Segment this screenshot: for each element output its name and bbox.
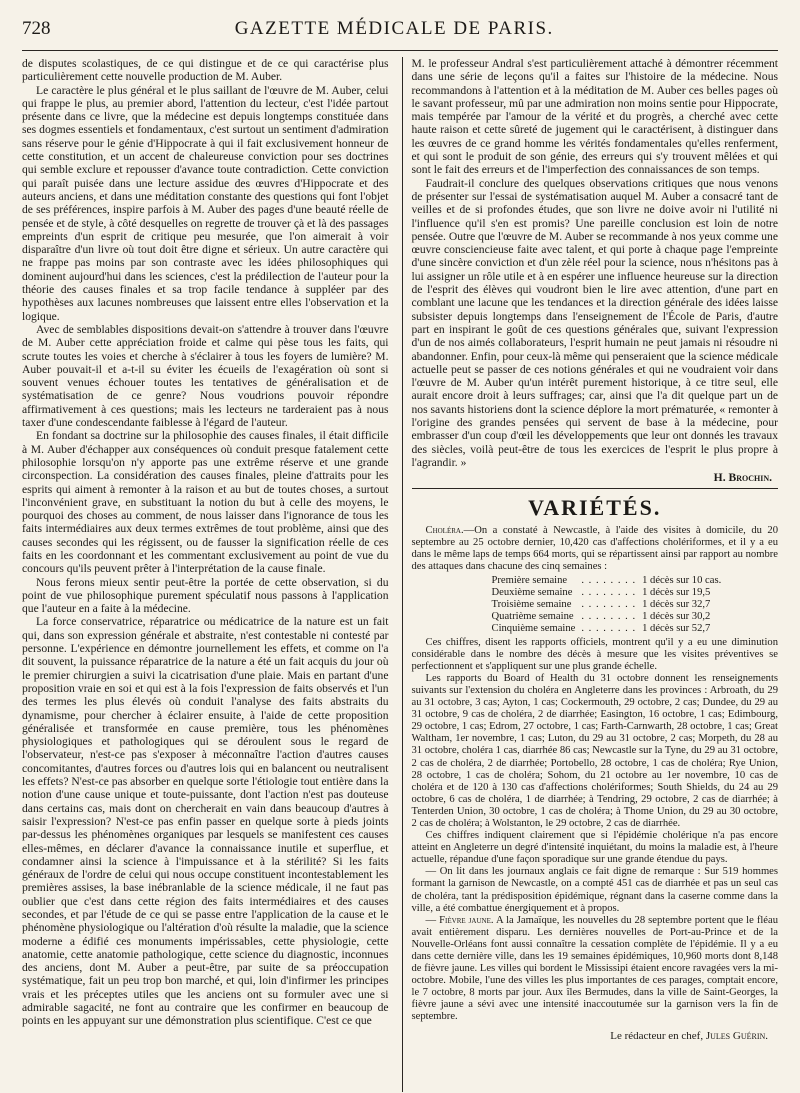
paragraph: Le caractère le plus général et le plus saillant de l'œuvre de M. Auber, celui qui frappe le plus, au premier abord, l'attention du lecteur, c'est l'idée partout présente dans ce livre, que la médecine est depuis longtemps constituée dans ses dogmes essentiels et fondamentaux, c'est surtout un sentiment d'admiration sans réserve pour le génie d'Hippocrate à qui il fait exclusivement honneur de cette constitution, et un accent de chaleureuse conviction pour ses doctrines qui semble exclure et repousser d'avance toute contradiction. Cette conviction qui paraît puisée dans une lecture assidue des œuvres d'Hippocrate et des auteurs anciens, et dans une méditation constante des questions qui font l'objet de ses préférences, inspire parfois à M. Auber des pages d'une beauté réelle de pensée et de style, à côté desquelles on regrette de trouver çà et là des passages empreints d'un esprit de critique peu mesurée, que l'on aimerait à voir disparaître d'un livre où tout doit être digne et sérieux. Un autre caractère qui ne frappe pas moins par son contraste avec les idées philosophiques qui dominent aujourd'hui dans les sciences, c'est la prédilection de l'auteur pour la théorie des causes finales et sa trop facile tendance à suppléer par des hypothèses aux lacunes nombreuses que laissent entre elles l'observation et la logique. (22, 83, 389, 323)
week-label: Deuxième semaine (491, 586, 573, 598)
paragraph: La force conservatrice, réparatrice ou médicatrice de la nature est un fait qui, dans son expression générale et abstraite, n'est contestable ni contesté par personne. L'expérience en démontre journellement les effets, et comme on l'a dit souvent, la puissance réparatrice de la nature a été un fait acquis du jour où le premier chirurgien a suivi la cicatrisation d'une plaie. Mais en partant d'une proposition vraie en soi et qui est à la fois l'expression de faits observés et l'un des termes les plus élevés où conduit l'analyse des faits abstraits du dynamisme, pour chercher à éclairer ensuite, à l'aide de cette proposition généralisée et transformée en cause première, tous les phénomènes physiologiques et pathologiques qui se déroulent sous le regard de l'observateur, n'est-ce pas s'exposer à méconnaître l'action d'autres causes concomitantes, d'autres forces ou d'autres lois qui en balancent ou neutralisent les effets? N'est-ce pas absorber en quelque sorte l'étiologie tout entière dans la notion d'une cause unique et toute-puissante, dont l'action n'est pas douteuse dans certains cas, mais dont on chercherait en vain dans beaucoup d'autres à saisir l'expression? N'est-ce pas enfin passer en quelque sorte à pieds joints par-dessus les phénomènes organiques par lesquels se manifestent ces causes elles-mêmes, en déclarer d'avance la connaissance inutile et superflue, et condamner ainsi la science à l'impuissance et à la stérilité? Si les faits généraux de l'ordre de celui qui nous occupe constituent incontestablement les premières assises, la base inébranlable de la science médicale, il ne faut pas oublier que c'est dans cette région des faits intermédiaires et des causes secondes, et par l'étude de ce qui se passe entre l'application de la cause et le phénomène physiologique ou l'altération d'où résulte la maladie, que la science moderne a édifié ces monuments impérissables, cette physiologie, cette anatomie, cette anatomie pathologique, cette science du diagnostic, inconnues des anciens, dont M. Auber a peut-être, par suite de sa préoccupation systématique, fait un peu trop bon marché, et qui, loin d'infirmer les principes vrais et les préceptes utiles que les anciens ont su formuler avec une si admirable sagacité, ne font au contraire que les confirmer en beaucoup de points en les appuyant sur une démonstration plus scientifique. C'est ce que (22, 615, 389, 1028)
paragraph: En fondant sa doctrine sur la philosophie des causes finales, il était difficile à M. Auber d'échapper aux conséquences où conduit presque fatalement cette philosophie lorsqu'on n'y apporte pas une extrême réserve et une grande circonspection. La considération des causes finales, pleine d'attraits pour les esprits qui aiment à remonter à la raison et au but de toutes choses, a surtout l'inconvénient grave, en substituant la notion du but à celle des moyens, le pourquoi des choses au comment, de nous laisser dans l'ignorance de tous les faits intermédiaires aux deux termes extrêmes de tout problème, ainsi que des causes secondes qui les régissent, ou de fausser la signification réelle de ces faits en les coordonnant et les commentant exclusivement au point de vue du concours qu'ils peuvent prêter à l'interprétation de la cause finale. (22, 429, 389, 576)
week-value: 1 décès sur 30,2 (642, 610, 711, 622)
cholera-intro: —On a constaté à Newcastle, à l'aide des visites à domicile, du 20 septembre au 25 octobre dernier, 10,420 cas d'affections cholériformes, et il y a eu dans le même laps de temps 664 morts, qui se répartissent ainsi par rapport au nombre des attaques dans chacune des cinq semaines : (411, 525, 779, 573)
editor-prefix: Le rédacteur en chef, (610, 1029, 704, 1042)
paragraph: Nous ferons mieux sentir peut-être la portée de cette observation, si du point de vue philosophique purement spéculatif nous passons à l'application que l'auteur en a faite à la médecine. (22, 575, 389, 616)
columns (22, 57, 778, 1092)
paragraph: Ces chiffres, disent les rapports officiels, montrent qu'il y a eu une diminution considérable dans le nombre des décès à mesure que les visites préventives se perfectionnent et s'appliquent sur une plus grande échelle. (411, 636, 779, 672)
column-divider (402, 57, 403, 1092)
leader-dots: . . . . . . . . (581, 598, 637, 610)
left-column (22, 57, 397, 1092)
week-value: 1 décès sur 19,5 (642, 586, 711, 598)
paragraph: Avec de semblables dispositions devait-on s'attendre à trouver dans l'œuvre de M. Auber cette appréciation froide et calme qui pèse tous les faits, qui scrute toutes les voies et cherche à s'éclairer à tous les foyers de lumière? M. Auber pouvait-il et a-t-il su éviter les écueils de l'exagération où sont si souvent venues échouer toutes les tentatives de généralisation et de systématisation de ce genre? Nous voudrions pouvoir répondre affirmativement à ces questions; mais les lecteurs ne tarderaient pas à nous taxer d'une condescendante faiblesse à l'égard de l'auteur. (22, 322, 389, 430)
paragraph: Faudrait-il conclure des quelques observations critiques que nous venons de présenter sur l'essai de systématisation auquel M. Auber a consacré tant de veilles et de si profondes études, que son livre ne doive avoir ni l'utilité ni l'influence qu'il s'en est promis? Une pareille conclusion est loin de notre pensée. Outre que l'œuvre de M. Auber se recommande à nos yeux comme une œuvre consciencieuse faite avec talent, et qui porte à chaque page l'empreinte d'une sincère conviction et d'un zèle réel pour la science, nous n'hésitons pas à lui assigner un rôle utile et à en espérer une influence heureuse sur la direction de l'esprit des élèves qui voudront bien le lire avec attention, d'une part en comblant une lacune que les tendances et la direction générale des idées laisse subsister depuis longtemps dans l'enseignement de l'École de Paris, d'autre part en inspirant le goût de ces questions générales que, suivant l'expression d'un de nos aimés collaborateurs, l'esprit humain ne peut jamais ni résoudre ni abandonner. Enfin, pour ceux-là même qui penseraient que la science médicale actuelle peut se passer de ces notions générales et qui ne voudraient voir dans l'œuvre de M. Auber qu'un intérêt purement historique, à ce titre seul, elle aurait encore droit à leurs suffrages; car, ainsi que l'a dit quelque part un de nos savants historiens dont la science déplore la mort prématurée, « remonter à l'origine des grandes pensées qui servent de base à la médecine, pour embrasser d'un coup d'œil les développements que leur ont donnés les travaux des siècles, voilà peut-être de tous les exercices de l'esprit le plus propre à l'agrandir. » (411, 176, 779, 469)
editor-name: Jules Guérin. (705, 1029, 769, 1042)
paragraph: Les rapports du Board of Health du 31 octobre donnent les renseignements suivants sur l'extension du choléra en Angleterre dans les provinces : Arbroath, du 29 au 31 octobre, 3 cas; Ayton, 1 cas; Cockermouth, 29 octobre, 2 cas; Dundee, du 29 au 31 octobre, 9 cas de choléra, 2 de diarrhée; Easington, 16 octobre, 1 cas; Edimbourg, 29 octobre, 1 cas; Edrom, 27 octobre, 1 cas; Farth-Carnwarth, 28 octobre, 1 cas; Great Waltham, 1er novembre, 1 cas; Luton, du 29 au 31 octobre, 2 cas; Morpeth, du 28 au 31 octobre, choléra 1 cas, diarrhée 86 cas; Newcastle sur la Tyne, du 29 au 31 octobre, 2 cas de choléra, 2 de diarrhée; Portobello, 28 octobre, 1 cas de choléra; Rye Union, 28 octobre, 1 cas de choléra; Sohom, du 21 octobre au 1er novembre, 10 cas de choléra et de 120 à 130 cas d'affections cholériformes; South Shields, du 24 au 29 octobre, 6 cas de choléra, 1 de diarrhée; à Tendring, 29 octobre, 2 cas de diarrhée; à Tenterden Union, 30 octobre, 1 cas de choléra; à Thome Union, du 29 au 30 octobre, 2 cas de choléra; à Wolstanton, le 29 octobre, 2 cas de diarrhée. (411, 672, 779, 829)
cholera-heading: Choléra. (425, 525, 464, 537)
varietes-section (412, 525, 779, 1023)
author-signature: H. Brochin. (713, 471, 773, 485)
leader-dots: . . . . . . . . (581, 574, 637, 586)
header-rule (22, 50, 778, 51)
week-value: 1 décès sur 52,7 (642, 622, 711, 634)
leader-dots: . . . . . . . . (581, 586, 637, 598)
leader-dots: . . . . . . . . (581, 622, 637, 634)
week-label: Cinquième semaine (491, 622, 576, 634)
right-column (408, 57, 779, 1092)
week-value: 1 décès sur 32,7 (642, 598, 711, 610)
leader-dots: . . . . . . . . (581, 610, 637, 622)
week-value: 1 décès sur 10 cas. (642, 574, 722, 586)
table-row (492, 587, 728, 599)
fievre-heading: — Fièvre jaune. (425, 914, 494, 926)
fievre-text: A la Jamaïque, les nouvelles du 28 septembre portent que le fléau avait entièrement disparu. Les dernières nouvelles de Port-au-Prince et de la Nouvelle-Orléans font aussi connaître la cessation complète de l'épidémie. Il y a eu dans cette dernière ville, dans les 19 semaines épidémiques, 10,960 morts dont 8,148 de fièvre jaune. Les villes qui bordent le Mississipi étaient encore ravagées vers la mi-octobre. Mobile, l'une des villes les plus importantes de ces parages, comptait encore, le 7 octobre, 8 morts par jour. Aux îles Bermudes, dans la ville de Saint-Georges, la fièvre jaune a sévi avec une intensité inaccoutumée sur la garnison vers la fin de septembre. (411, 914, 779, 1023)
section-rule (412, 488, 779, 489)
page-header (22, 18, 778, 46)
week-label: Première semaine (491, 574, 568, 586)
table-row (492, 623, 728, 635)
page-number: 728 (22, 18, 51, 39)
table-row (492, 611, 728, 623)
paragraph: M. le professeur Andral s'est particulièrement attaché à démontrer récemment dans une série de leçons qu'il a faites sur l'histoire de la médecine. Nous recommandons à l'attention et à la méditation de M. Auber ces belles pages où le savant professeur, mû par une admiration non moins sentie pour Hippocrate, mais tempérée par l'amour de la vérité et du progrès, a cherché avec cette haute raison et cette sûreté de jugement qui le caractérisent, à distinguer dans les œuvres de ce grand homme les vérités fondamentales qu'elles renferment, et qui sont le produit de son génie, des erreurs qui s'y trouvent mêlées et qui sont le fait des erreurs et de l'imperfection des connaissances de son temps. (411, 57, 779, 177)
journal-title: GAZETTE MÉDICALE DE PARIS. (234, 18, 554, 39)
week-label: Quatrième semaine (491, 610, 574, 622)
table-row (492, 575, 728, 587)
section-title: VARIÉTÉS. (528, 495, 662, 521)
paragraph: Ces chiffres indiquent clairement que si l'épidémie cholérique n'a pas encore atteint en Angleterre un degré d'intensité inquiétant, du moins la maladie est, à l'heure actuelle, répandue d'une façon sporadique sur une grande étendue du pays. (411, 830, 779, 866)
paragraph: de disputes scolastiques, de ce qui distingue et de ce qui caractérise plus particulièrement cette nouvelle production de M. Auber. (22, 57, 389, 84)
weekly-death-table (492, 575, 728, 635)
paragraph: — On lit dans les journaux anglais ce fait digne de remarque : Sur 519 hommes formant la garnison de Newcastle, on a compté 451 cas de diarrhée et pas un seul cas de choléra, tant la prédisposition épidémique, régnant dans la caserne comme dans la ville, a été combattue énergiquement et à propos. (411, 866, 779, 914)
week-label: Troisième semaine (491, 598, 572, 610)
editor-signature (412, 1030, 769, 1042)
table-row (492, 599, 728, 611)
